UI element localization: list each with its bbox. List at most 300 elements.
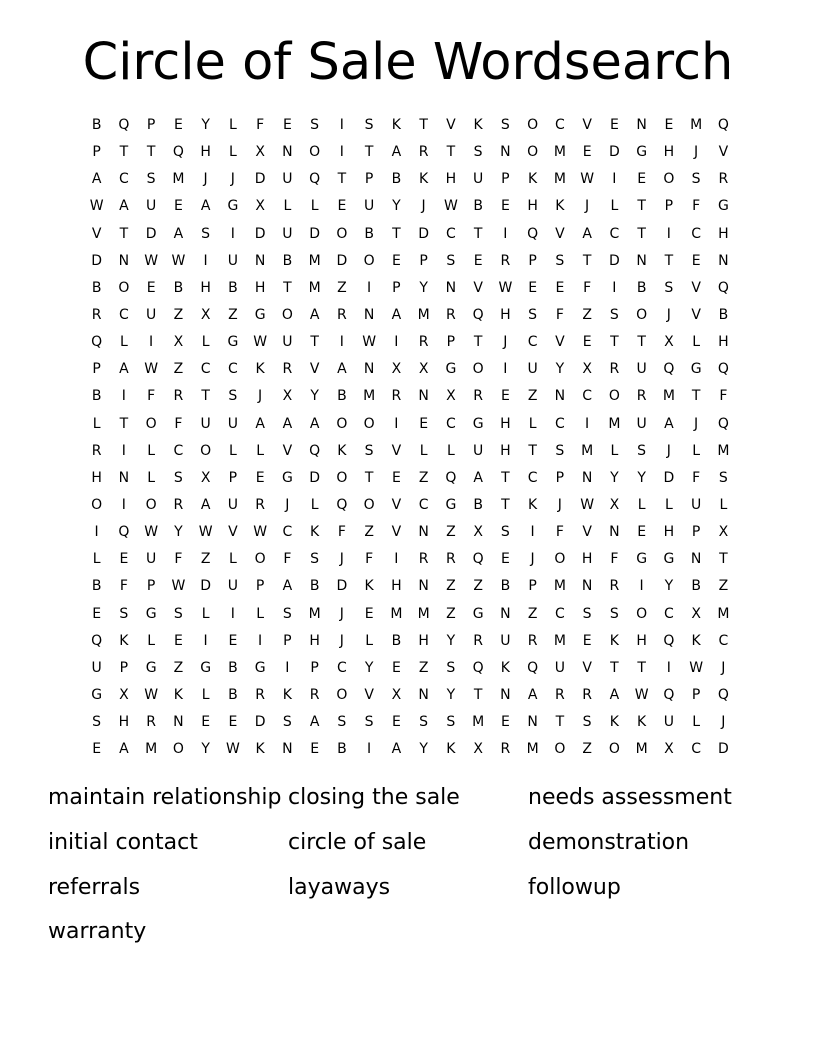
grid-letter: T [119,415,129,432]
grid-letter: T [610,659,619,676]
word-list-item: demonstration [528,830,690,856]
grid-letter: Q [445,469,457,486]
grid-letter: N [500,605,511,622]
grid-letter: U [636,361,647,378]
grid-letter: U [282,225,293,242]
grid-letter: S [446,252,456,269]
word-list-item: followup [528,874,621,900]
grid-letter: J [721,659,726,676]
grid-letter: H [200,279,211,296]
grid-letter: N [418,687,429,704]
grid-letter: O [636,307,648,324]
grid-letter: T [364,144,374,161]
grid-letter: O [608,741,620,758]
grid-letter: L [692,442,701,459]
grid-letter: Z [446,605,456,622]
grid-letter: A [200,198,211,215]
grid-letter: I [203,632,208,649]
grid-letter: L [419,442,428,459]
grid-letter: G [227,198,239,215]
grid-letter: P [228,469,238,486]
grid-letter: B [391,632,402,649]
grid-letter: G [663,551,675,568]
grid-letter: F [692,198,701,215]
grid-letter: Y [364,659,374,676]
grid-letter: D [418,225,430,242]
grid-letter: V [309,361,320,378]
grid-letter: B [228,687,238,704]
grid-letter: P [501,171,510,188]
grid-letter: H [663,144,675,161]
grid-letter: M [526,741,539,758]
grid-letter: E [582,632,592,649]
grid-letter: T [119,225,129,242]
grid-letter: S [282,605,292,622]
grid-letter: S [337,714,347,731]
grid-row [83,356,737,383]
grid-letter: V [391,524,402,541]
grid-letter: Y [392,198,401,215]
grid-letter: N [418,524,429,541]
grid-letter: M [145,741,158,758]
grid-letter: Z [173,659,184,676]
grid-letter: I [666,225,671,242]
grid-letter: O [118,279,130,296]
grid-letter: G [91,687,103,704]
grid-letter: J [339,632,344,649]
grid-letter: I [94,524,99,541]
grid-letter: X [473,524,483,541]
grid-letter: L [528,415,537,432]
grid-letter: E [337,198,347,215]
grid-letter: M [553,144,566,161]
grid-letter: B [228,279,238,296]
grid-letter: T [419,117,428,134]
grid-letter: H [718,334,729,351]
grid-letter: O [254,551,266,568]
grid-letter: W [253,524,268,541]
grid-letter: N [282,144,293,161]
word-list-row [48,821,768,866]
grid-letter: H [118,714,130,731]
grid-letter: N [636,117,647,134]
grid-letter: Z [200,551,211,568]
grid-letter: E [582,334,592,351]
grid-letter: M [635,741,648,758]
grid-letter: F [174,415,183,432]
grid-letter: X [718,524,729,541]
grid-letter: J [421,198,426,215]
grid-letter: R [527,632,538,649]
grid-letter: E [500,551,510,568]
grid-letter: L [365,632,374,649]
grid-letter: T [582,252,592,269]
grid-letter: T [337,171,347,188]
grid-letter: T [473,334,483,351]
grid-row [83,193,737,220]
grid-letter: V [228,524,238,541]
grid-letter: I [285,659,290,676]
grid-letter: P [446,334,456,351]
grid-row [83,465,737,492]
grid-letter: R [446,307,456,324]
grid-letter: F [719,388,728,405]
grid-letter: L [692,714,701,731]
grid-letter: W [144,361,159,378]
grid-letter: I [503,361,508,378]
grid-letter: D [254,225,266,242]
grid-letter: J [666,442,671,459]
grid-letter: N [636,252,647,269]
grid-letter: C [200,361,211,378]
grid-letter: P [664,198,674,215]
grid-letter: P [92,361,101,378]
grid-letter: X [446,388,456,405]
grid-letter: C [554,605,565,622]
grid-letter: E [664,117,674,134]
grid-letter: P [691,687,701,704]
grid-letter: C [527,334,538,351]
grid-letter: L [201,687,210,704]
grid-letter: X [119,687,129,704]
grid-letter: U [282,171,293,188]
grid-letter: H [445,171,457,188]
grid-letter: B [91,117,102,134]
grid-letter: O [554,741,566,758]
grid-letter: D [254,171,266,188]
grid-letter: N [609,524,620,541]
grid-letter: S [310,117,320,134]
grid-letter: A [664,415,674,432]
grid-letter: R [555,687,565,704]
grid-letter: B [91,578,102,595]
grid-letter: G [445,497,457,514]
grid-letter: H [91,469,102,486]
grid-letter: E [528,279,538,296]
grid-letter: E [255,469,265,486]
grid-letter: Z [527,388,538,405]
grid-letter: V [391,442,402,459]
grid-letter: U [146,307,157,324]
grid-letter: D [309,469,321,486]
grid-letter: O [363,497,375,514]
grid-letter: Z [228,307,238,324]
grid-letter: M [417,605,430,622]
grid-letter: W [89,198,104,215]
grid-letter: S [446,659,456,676]
grid-letter: K [446,741,456,758]
grid-letter: H [500,442,511,459]
grid-row [83,383,737,410]
grid-letter: P [255,578,265,595]
grid-letter: S [664,279,674,296]
grid-letter: T [501,469,510,486]
grid-letter: F [174,551,183,568]
grid-letter: Z [418,469,429,486]
grid-letter: R [255,497,265,514]
grid-letter: Z [418,659,429,676]
grid-letter: P [528,252,537,269]
grid-letter: P [528,578,537,595]
grid-letter: D [309,225,321,242]
grid-letter: I [339,334,344,351]
grid-letter: P [146,578,156,595]
grid-letter: V [91,225,102,242]
grid-letter: B [500,578,511,595]
grid-letter: B [309,578,320,595]
grid-letter: T [637,225,646,242]
grid-letter: U [500,632,511,649]
grid-letter: K [310,524,320,541]
grid-letter: R [636,388,647,405]
grid-row [83,736,737,763]
grid-letter: V [582,659,592,676]
grid-letter: K [419,171,429,188]
grid-letter: L [256,442,265,459]
grid-letter: R [91,307,102,324]
grid-letter: D [145,225,157,242]
grid-letter: Q [91,632,103,649]
grid-letter: A [309,415,320,432]
grid-letter: K [255,361,265,378]
grid-letter: A [200,497,211,514]
grid-letter: H [254,279,266,296]
grid-letter: I [367,741,372,758]
grid-letter: Z [473,578,483,595]
grid-letter: G [445,361,457,378]
grid-letter: T [146,144,156,161]
grid-letter: D [91,252,103,269]
grid-letter: J [203,171,208,188]
grid-letter: W [362,334,377,351]
grid-row [83,655,737,682]
grid-letter: I [149,334,154,351]
grid-letter: I [394,551,399,568]
grid-letter: U [227,578,238,595]
grid-letter: O [636,605,648,622]
grid-letter: E [391,252,401,269]
grid-letter: H [500,415,511,432]
grid-letter: N [173,714,184,731]
grid-letter: B [282,252,293,269]
grid-letter: O [472,361,484,378]
grid-letter: S [146,171,156,188]
grid-letter: L [228,117,237,134]
grid-letter: P [392,279,401,296]
grid-letter: Y [419,741,428,758]
grid-letter: S [446,714,456,731]
grid-letter: L [119,334,128,351]
grid-letter: E [282,117,292,134]
grid-letter: Q [717,117,729,134]
grid-letter: C [691,741,702,758]
grid-letter: M [717,605,730,622]
grid-letter: M [308,605,321,622]
grid-letter: H [200,144,211,161]
grid-letter: B [337,388,347,405]
grid-letter: O [608,388,620,405]
grid-letter: G [145,605,157,622]
grid-letter: N [500,144,511,161]
grid-letter: K [391,117,401,134]
grid-letter: C [118,307,129,324]
grid-letter: Z [446,524,456,541]
grid-letter: L [610,442,619,459]
grid-letter: T [119,144,129,161]
grid-letter: S [555,442,565,459]
grid-letter: K [609,632,619,649]
grid-letter: M [553,632,566,649]
grid-letter: A [391,307,402,324]
grid-letter: U [364,198,375,215]
grid-letter: E [173,198,183,215]
grid-letter: F [283,551,292,568]
word-list-item: initial contact [48,830,198,856]
grid-letter: Q [663,632,675,649]
grid-letter: I [612,171,617,188]
grid-letter: A [119,198,129,215]
word-list-item: circle of sale [288,830,427,856]
grid-letter: L [446,442,455,459]
grid-letter: Q [663,361,675,378]
grid-letter: M [662,388,675,405]
grid-letter: R [446,551,456,568]
grid-letter: M [417,307,430,324]
grid-letter: M [308,252,321,269]
grid-letter: U [473,442,484,459]
grid-letter: V [473,279,483,296]
grid-letter: R [337,307,347,324]
grid-letter: A [609,687,620,704]
grid-letter: I [585,415,590,432]
grid-letter: O [527,144,539,161]
grid-letter: N [363,361,375,378]
grid-letter: C [118,171,129,188]
grid-row [83,112,737,139]
grid-letter: F [256,117,265,134]
grid-letter: X [200,307,211,324]
grid-letter: T [201,388,210,405]
grid-letter: P [283,632,292,649]
grid-row [83,302,737,329]
grid-letter: G [472,415,484,432]
grid-letter: V [391,497,402,514]
grid-letter: J [285,497,290,514]
grid-letter: T [610,334,619,351]
grid-letter: U [636,415,647,432]
grid-letter: S [364,714,374,731]
grid-letter: O [309,144,321,161]
word-list [48,776,768,955]
grid-letter: X [255,144,265,161]
grid-letter: C [609,225,620,242]
grid-letter: R [418,334,429,351]
grid-letter: T [283,279,292,296]
grid-letter: K [637,714,647,731]
word-list-row [48,865,768,910]
grid-letter: H [636,632,647,649]
grid-letter: S [609,307,619,324]
grid-letter: M [608,415,621,432]
grid-letter: F [147,388,156,405]
grid-letter: A [527,687,538,704]
grid-letter: G [200,659,212,676]
grid-letter: R [146,714,156,731]
grid-letter: Q [472,659,484,676]
grid-letter: H [581,551,593,568]
grid-letter: A [391,144,402,161]
grid-letter: I [612,279,617,296]
grid-letter: W [498,279,513,296]
grid-letter: Y [201,741,210,758]
grid-letter: U [473,171,484,188]
grid-letter: Q [717,687,729,704]
grid-letter: E [555,279,565,296]
grid-letter: G [636,551,648,568]
grid-letter: O [172,741,184,758]
grid-letter: N [418,578,429,595]
grid-letter: R [609,361,620,378]
grid-letter: W [171,252,186,269]
grid-letter: B [91,279,102,296]
grid-letter: I [639,578,644,595]
grid-letter: Q [527,225,539,242]
grid-letter: O [336,469,348,486]
grid-letter: I [394,334,399,351]
grid-letter: N [690,551,702,568]
grid-letter: B [691,578,701,595]
grid-letter: W [225,741,240,758]
grid-letter: S [282,714,292,731]
grid-letter: F [555,524,564,541]
grid-letter: S [92,714,102,731]
grid-letter: J [258,388,263,405]
grid-letter: C [418,497,429,514]
grid-letter: E [228,632,238,649]
grid-letter: O [91,497,103,514]
grid-letter: K [255,741,265,758]
grid-letter: G [636,144,648,161]
grid-letter: T [473,687,483,704]
grid-letter: Z [527,605,538,622]
grid-letter: E [173,117,183,134]
grid-letter: F [337,524,346,541]
grid-letter: S [609,605,619,622]
grid-letter: B [391,171,402,188]
grid-letter: F [365,551,374,568]
grid-letter: S [419,714,429,731]
grid-letter: I [230,225,235,242]
grid-row [83,546,737,573]
grid-letter: N [445,279,457,296]
grid-letter: S [500,524,510,541]
grid-letter: T [637,659,646,676]
grid-letter: W [144,252,159,269]
grid-row [83,492,737,519]
grid-letter: D [608,252,620,269]
grid-letter: R [255,687,265,704]
grid-letter: B [473,198,483,215]
grid-letter: L [610,198,619,215]
grid-letter: R [91,442,102,459]
word-list-item: closing the sale [288,785,460,811]
grid-letter: U [227,415,238,432]
grid-letter: V [555,225,565,242]
grid-letter: A [337,361,347,378]
grid-letter: I [367,279,372,296]
grid-letter: G [227,334,239,351]
grid-letter: Q [663,687,675,704]
